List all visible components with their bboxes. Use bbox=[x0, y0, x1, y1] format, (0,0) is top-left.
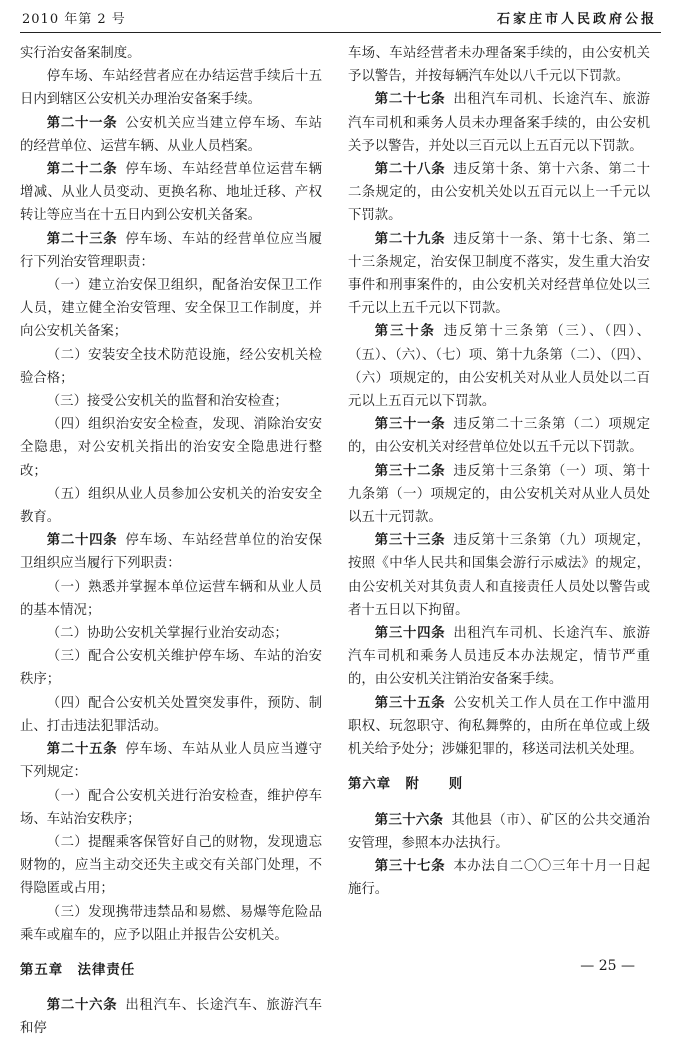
article-paragraph bbox=[348, 413, 650, 459]
article-number: 第二十六条 bbox=[46, 997, 118, 1014]
left-column bbox=[20, 42, 322, 1041]
clause-paragraph: （三）发现携带违禁品和易燃、易爆等危险品乘车或雇车的，应予以阻止并报告公安机关。 bbox=[20, 904, 322, 943]
clause-paragraph: （四）配合公安机关处置突发事件，预防、制止、打击违法犯罪活动。 bbox=[20, 695, 322, 734]
article-paragraph bbox=[348, 529, 650, 622]
article-paragraph bbox=[348, 228, 650, 321]
article-text: 违反第十三条第（九）项规定，按照《中华人民共和国集会游行示威法》的规定，由公安机关对其负责人和直接责任人员处以警告或者十五日以下拘留。 bbox=[348, 533, 651, 618]
article-text: 违反第十三条第（三）、（四）、（五）、（六）、（七）项、第十九条第（二）、（四）、（六）项规定的，由公安机关对从业人员处以二百元以上五百元以下罚款。 bbox=[348, 324, 651, 410]
article-text: 违反第十条、第十六条、第二十二条规定的，由公安机关处以五百元以上一千元以下罚款。 bbox=[348, 162, 651, 224]
article-number: 第二十四条 bbox=[46, 532, 118, 549]
article-paragraph bbox=[20, 529, 322, 575]
article-number: 第三十三条 bbox=[374, 532, 446, 549]
article-paragraph bbox=[20, 228, 322, 274]
article-paragraph bbox=[348, 158, 650, 228]
page-number: — 25 — bbox=[580, 958, 635, 974]
article-paragraph bbox=[348, 320, 650, 413]
article-text: 违反第二十三条第（二）项规定的，由公安机关对经营单位处以五千元以下罚款。 bbox=[348, 417, 651, 456]
article-text: 其他县（市）、矿区的公共交通治安管理，参照本办法执行。 bbox=[348, 812, 650, 851]
article-number: 第二十七条 bbox=[374, 91, 446, 108]
clause-paragraph: （二）安装安全技术防范设施，经公安机关检验合格； bbox=[20, 347, 322, 386]
running-header bbox=[20, 6, 661, 28]
chapter-heading: 第六章 附 则 bbox=[348, 776, 464, 793]
clause-paragraph: （四）组织治安安全检查，发现、消除治安安全隐患，对公安机关指出的治安安全隐患进行整改； bbox=[20, 417, 322, 479]
article-text: 出租汽车司机、长途汽车、旅游汽车司机和乘务人员违反本办法规定，情节严重的，由公安机关注销治安备案手续。 bbox=[348, 626, 651, 688]
article-paragraph bbox=[348, 460, 650, 530]
clause-paragraph: （三）配合公安机关维护停车场、车站的治安秩序； bbox=[20, 649, 322, 688]
clause-paragraph: （二）提醒乘客保管好自己的财物，发现遗忘财物的，应当主动交还失主或交有关部门处理，不得隐匿或占用； bbox=[20, 834, 322, 897]
clause-paragraph: （五）组织从业人员参加公安机关的治安安全教育。 bbox=[20, 486, 322, 526]
article-text: 出租汽车司机、长途汽车、旅游汽车司机和乘务人员未办理备案手续的，由公安机关予以警告，并处以三百元以上五百元以下罚款。 bbox=[348, 92, 651, 154]
article-number: 第二十九条 bbox=[374, 230, 446, 247]
article-number: 第二十三条 bbox=[46, 230, 118, 247]
article-number: 第三十六条 bbox=[374, 811, 444, 828]
article-text: 违反第十三条第（一）项、第十九条第（一）项规定的，由公安机关对从业人员处以五十元罚款。 bbox=[348, 463, 651, 526]
clause-paragraph: （一）配合公安机关进行治安检查，维护停车场、车站治安秩序； bbox=[20, 788, 322, 827]
article-number: 第三十七条 bbox=[374, 857, 446, 874]
article-text: 本办法自二〇〇三年十月一日起施行。 bbox=[348, 858, 651, 898]
article-text: 停车场、车站经营单位的治安保卫组织应当履行下列职责： bbox=[20, 533, 323, 572]
article-number: 第三十四条 bbox=[374, 625, 446, 642]
article-text: 违反第十一条、第十七条、第二十三条规定，治安保卫制度不落实，发生重大治安事件和刑事案件的，由公安机关对经营单位处以三千元以上五千元以下罚款。 bbox=[348, 231, 651, 317]
article-number: 第二十五条 bbox=[46, 741, 118, 758]
article-number: 第三十条 bbox=[374, 323, 436, 340]
header-rule bbox=[20, 32, 661, 33]
article-paragraph bbox=[348, 855, 650, 901]
article-text: 公安机关应当建立停车场、车站的经营单位、运营车辆、从业人员档案。 bbox=[20, 115, 323, 154]
article-paragraph bbox=[20, 112, 322, 158]
article-paragraph bbox=[348, 809, 650, 855]
chapter-heading: 第五章 法律责任 bbox=[20, 961, 136, 978]
continued-text: 实行治安备案制度。 bbox=[20, 46, 141, 61]
article-text: 停车场、车站的经营单位应当履行下列治安管理职责： bbox=[20, 231, 323, 270]
clause-paragraph: （三）接受公安机关的监督和治安检查； bbox=[46, 394, 288, 410]
gazette-title: 石家庄市人民政府公报 bbox=[496, 12, 657, 27]
article-number: 第三十二条 bbox=[374, 462, 446, 479]
clause-paragraph: 停车场、车站经营者应在办结运营手续后十五日内到辖区公安机关办理治安备案手续。 bbox=[20, 69, 322, 108]
article-text: 停车场、车站从业人员应当遵守下列规定： bbox=[20, 742, 323, 781]
clause-paragraph: （一）建立治安保卫组织，配备治安保卫工作人员，建立健全治安管理、安全保卫工作制度，并向公安机关备案； bbox=[20, 278, 322, 340]
article-paragraph bbox=[348, 692, 650, 762]
issue-number: 2010 年第 2 号 bbox=[22, 12, 126, 27]
article-text: 出租汽车、长途汽车、旅游汽车和停 bbox=[20, 998, 323, 1037]
article-paragraph bbox=[348, 88, 650, 158]
clause-paragraph: （一）熟悉并掌握本单位运营车辆和从业人员的基本情况； bbox=[20, 579, 322, 618]
article-number: 第二十八条 bbox=[374, 161, 446, 178]
article-number: 第二十一条 bbox=[46, 114, 118, 131]
continued-text: 车场、车站经营者未办理备案手续的，由公安机关予以警告，并按每辆汽车处以八千元以下罚款。 bbox=[348, 46, 650, 85]
article-text: 公安机关工作人员在工作中滥用职权、玩忽职守、徇私舞弊的，由所在单位或上级机关给予处分；涉嫌犯罪的，移送司法机关处理。 bbox=[348, 695, 651, 758]
article-number: 第三十一条 bbox=[374, 416, 446, 433]
article-paragraph bbox=[20, 994, 322, 1040]
article-number: 第三十五条 bbox=[374, 694, 446, 711]
article-number: 第二十二条 bbox=[46, 161, 118, 178]
article-text: 停车场、车站经营单位运营车辆增减、从业人员变动、更换名称、地址迁移、产权转让等应当在十五日内到公安机关备案。 bbox=[20, 162, 323, 224]
article-paragraph bbox=[20, 158, 322, 228]
article-paragraph bbox=[20, 738, 322, 784]
article-paragraph bbox=[348, 622, 650, 692]
right-column bbox=[348, 42, 650, 901]
clause-paragraph: （二）协助公安机关掌握行业治安动态； bbox=[46, 626, 288, 642]
